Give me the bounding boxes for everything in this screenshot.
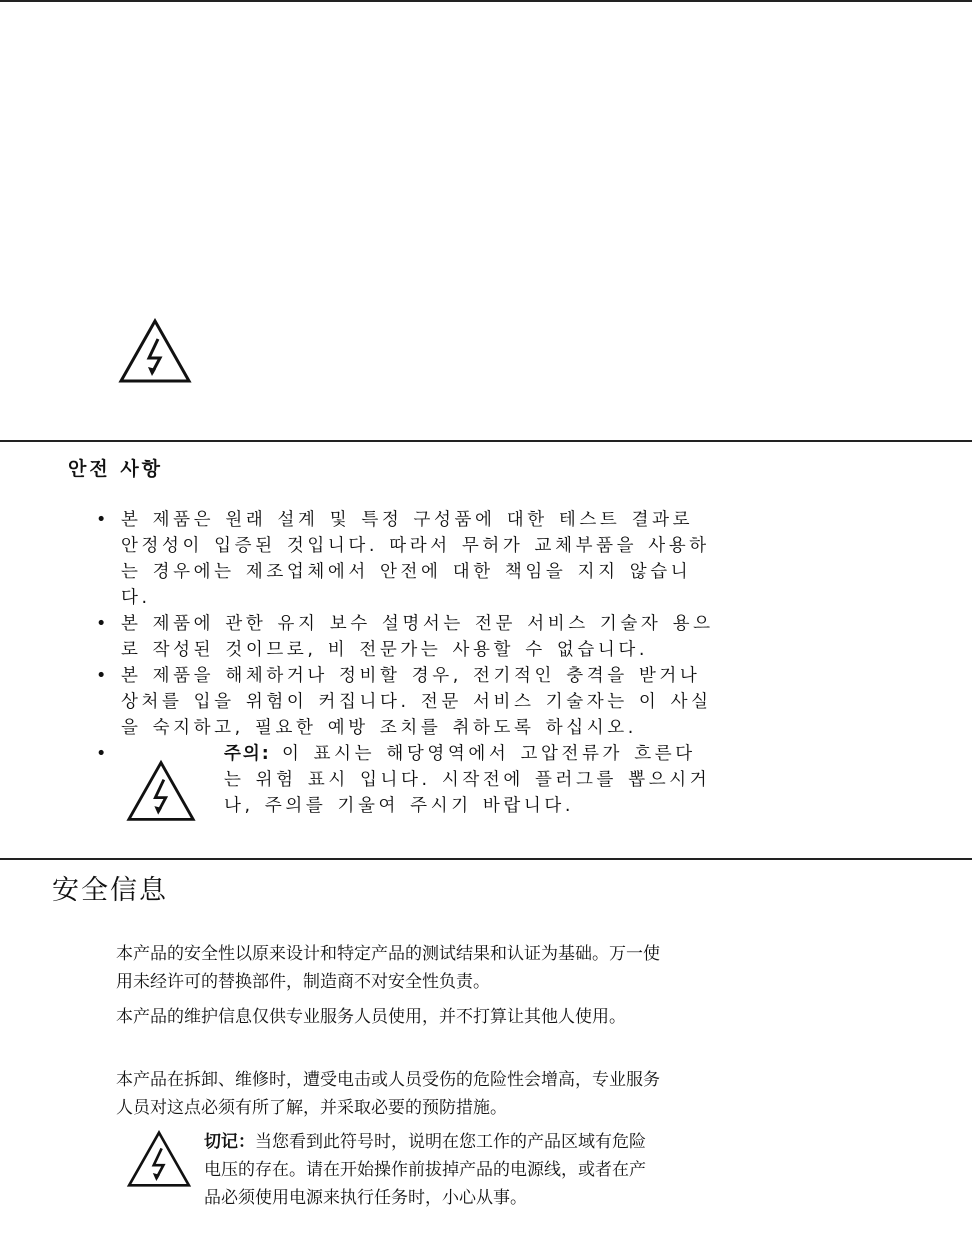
list-item xyxy=(92,663,712,741)
chinese-paragraph: 本产品在拆卸、维修时，遭受电击或人员受伤的危险性会增高，专业服务人员对这点必须有所了解，并采取必要的预防措施。 xyxy=(116,1070,660,1118)
korean-caution-body: 이 표시는 해당영역에서 고압전류가 흐른다는 위험 표시 입니다. 시작전에 플러그를 뽑으시거나, 주의를 기울여 주시기 바랍니다. xyxy=(224,744,711,816)
list-item-text: • 본 제품에 관한 유지 보수 설명서는 전문 서비스 기술자 용으로 작성된 것이므로, 비 전문가는 사용할 수 없습니다. xyxy=(121,614,714,660)
chinese-caution-label: 切记： xyxy=(204,1132,255,1152)
korean-caution-text xyxy=(224,741,714,819)
chinese-paragraph: 本产品的安全性以原来设计和特定产品的测试结果和认证为基础。万一使用未经许可的替换部件，制造商不对安全性负责。 xyxy=(116,944,660,992)
chinese-caution-body: 当您看到此符号时，说明在您工作的产品区域有危险电压的存在。请在开始操作前拔掉产品的电源线，或者在产品必须使用电源来执行任务时，小心从事。 xyxy=(204,1132,646,1208)
list-item-caution xyxy=(92,741,712,841)
electrical-hazard-icon xyxy=(118,318,192,384)
chinese-caution-text xyxy=(204,1128,654,1212)
korean-caution-label: 주의: xyxy=(224,744,271,764)
list-item-text: • 본 제품은 원래 설계 및 특정 구성품에 대한 테스트 결과로 안정성이 입증된 것입니다. 따라서 무허가 교체부품을 사용하는 경우에는 제조업체에서 안전에 대한 책임을 지지 않습니다. xyxy=(121,510,710,608)
top-divider xyxy=(0,0,972,2)
korean-safety-list xyxy=(92,507,712,841)
section-divider xyxy=(0,440,972,442)
chinese-paragraph: 本产品的维护信息仅供专业服务人员使用，并不打算让其他人使用。 xyxy=(116,1007,626,1027)
list-item xyxy=(92,507,712,611)
electrical-hazard-icon xyxy=(124,1130,194,1188)
list-item-text: • 본 제품을 해체하거나 정비할 경우, 전기적인 충격을 받거나 상처를 입을 위험이 커집니다. 전문 서비스 기술자는 이 사실을 숙지하고, 필요한 예방 조치를 취하도록 하십시오. xyxy=(121,666,712,738)
electrical-hazard-icon xyxy=(126,759,196,823)
section-divider xyxy=(0,858,972,860)
list-item xyxy=(92,611,712,663)
korean-section-title: 안전 사항 xyxy=(68,458,164,480)
chinese-section-title: 安全信息 xyxy=(52,875,168,906)
